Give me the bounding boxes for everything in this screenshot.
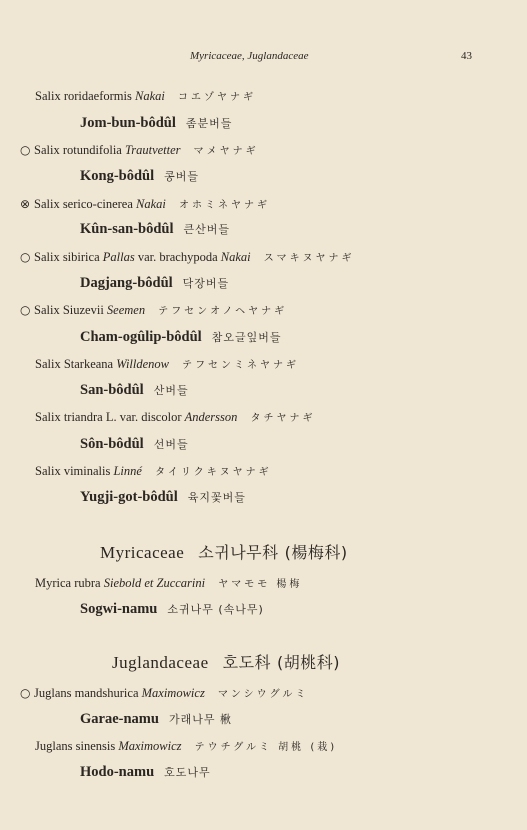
family-latin: Myricaceae bbox=[100, 543, 185, 562]
species-author: Maximowicz bbox=[118, 739, 182, 753]
korean-name-line bbox=[80, 221, 230, 238]
romanized-name: Yugji-got-bôdûl bbox=[80, 489, 178, 505]
family-heading bbox=[100, 540, 348, 563]
hangul-name: 참오글잎버들 bbox=[211, 331, 282, 344]
circle-mark-icon: ○ bbox=[20, 143, 31, 157]
korean-name-line bbox=[80, 329, 281, 346]
hangul-name: 소귀나무 (속나무) bbox=[167, 603, 264, 616]
species-name: Salix Siuzevii bbox=[34, 303, 104, 317]
species-line bbox=[20, 142, 259, 158]
family-cjk: (胡桃科) bbox=[277, 653, 341, 672]
page-header bbox=[0, 50, 527, 70]
species-line bbox=[35, 409, 316, 425]
japanese-name: テウチグルミ 胡桃 (栽) bbox=[194, 742, 338, 753]
romanized-name: Garae-namu bbox=[80, 711, 159, 727]
korean-name-line bbox=[80, 115, 232, 132]
species-line bbox=[35, 463, 272, 479]
species-name: Salix viminalis bbox=[35, 464, 111, 478]
hangul-name: 콩버들 bbox=[164, 170, 200, 183]
korean-name-line bbox=[80, 382, 189, 399]
korean-name-line bbox=[80, 275, 229, 292]
hangul-name: 선버들 bbox=[153, 438, 189, 451]
japanese-name: スマキヌヤナギ bbox=[263, 253, 355, 264]
species-name: Salix triandra L. bbox=[35, 410, 117, 424]
species-author: Siebold et Zuccarini bbox=[103, 576, 206, 590]
japanese-name: コエゾヤナギ bbox=[177, 92, 256, 103]
circle-mark-icon: ○ bbox=[20, 250, 31, 264]
romanized-name: Sôn-bôdûl bbox=[80, 436, 144, 452]
romanized-name: San-bôdûl bbox=[80, 382, 144, 398]
korean-name-line bbox=[80, 601, 264, 618]
species-line bbox=[35, 88, 256, 104]
species-author: Trautvetter bbox=[124, 143, 181, 157]
family-hangul: 소귀나무科 bbox=[198, 543, 279, 562]
species-author: Willdenow bbox=[116, 357, 170, 371]
korean-name-line bbox=[80, 168, 199, 185]
hangul-name: 산버들 bbox=[153, 384, 189, 397]
species-line bbox=[35, 575, 302, 591]
romanized-name: Dagjang-bôdûl bbox=[80, 275, 173, 291]
romanized-name: Kûn-san-bôdûl bbox=[80, 221, 174, 237]
species-line bbox=[35, 738, 337, 754]
hangul-name: 호도나무 bbox=[164, 766, 211, 779]
species-name: Salix roridaeformis bbox=[35, 89, 132, 103]
hangul-name: 큰산버들 bbox=[183, 223, 231, 236]
circle-mark-icon: ○ bbox=[20, 686, 31, 700]
romanized-name: Jom-bun-bôdûl bbox=[80, 115, 176, 131]
variety-text: var. brachypoda bbox=[134, 250, 221, 264]
species-author: Seemen bbox=[106, 303, 146, 317]
hangul-name: 육지꽃버들 bbox=[187, 491, 246, 504]
japanese-name: オホミネヤナギ bbox=[179, 200, 271, 211]
hangul-name: 좀분버들 bbox=[185, 117, 233, 130]
romanized-name: Kong-bôdûl bbox=[80, 168, 155, 184]
species-line bbox=[35, 356, 299, 372]
species-author: Nakai bbox=[136, 197, 166, 211]
crossed-circle-mark-icon: ⊗ bbox=[20, 197, 31, 211]
running-title: Myricaceae, Juglandaceae bbox=[190, 50, 309, 62]
circle-mark-icon: ○ bbox=[20, 303, 31, 317]
family-latin: Juglandaceae bbox=[112, 653, 209, 672]
japanese-name: マンシウグルミ bbox=[217, 689, 309, 700]
species-name: Juglans sinensis bbox=[35, 739, 116, 753]
species-name: Salix rotundifolia bbox=[34, 143, 122, 157]
japanese-name: ヤマモモ 楊梅 bbox=[218, 579, 303, 590]
species-name: Myrica rubra bbox=[35, 576, 101, 590]
korean-name-line bbox=[80, 489, 246, 506]
japanese-name: マメヤナギ bbox=[193, 146, 259, 157]
romanized-name: Sogwi-namu bbox=[80, 601, 158, 617]
species-name: Salix serico-cinerea bbox=[34, 197, 133, 211]
species-author: Maximowicz bbox=[141, 686, 205, 700]
page-number: 43 bbox=[461, 50, 472, 62]
species-author: Nakai bbox=[134, 89, 165, 103]
variety-text: var. discolor bbox=[116, 410, 185, 424]
japanese-name: タチヤナギ bbox=[250, 413, 316, 424]
romanized-name: Hodo-namu bbox=[80, 764, 155, 780]
romanized-name: Cham-ogûlip-bôdûl bbox=[80, 329, 202, 345]
species-line bbox=[20, 196, 270, 212]
hangul-name: 닥장버들 bbox=[182, 277, 230, 290]
variety-author: Andersson bbox=[184, 410, 238, 424]
species-line bbox=[20, 685, 308, 701]
family-cjk: (楊梅科) bbox=[284, 543, 348, 562]
family-hangul: 호도科 bbox=[222, 653, 272, 672]
species-line bbox=[20, 302, 287, 318]
species-author: Linné bbox=[113, 464, 142, 478]
japanese-name: テフセンオノヘヤナギ bbox=[158, 306, 288, 317]
species-name: Juglans mandshurica bbox=[34, 686, 139, 700]
species-author: Pallas bbox=[102, 250, 135, 264]
species-name: Salix sibirica bbox=[34, 250, 100, 264]
family-heading bbox=[112, 650, 340, 673]
japanese-name: テフセンミネヤナギ bbox=[182, 360, 300, 371]
species-line bbox=[20, 249, 354, 265]
japanese-name: タイリクキヌヤナギ bbox=[155, 467, 272, 478]
species-name: Salix Starkeana bbox=[35, 357, 114, 371]
korean-name-line bbox=[80, 711, 232, 728]
korean-name-line bbox=[80, 764, 211, 781]
hangul-name: 가래나무 楸 bbox=[168, 713, 232, 726]
variety-author: Nakai bbox=[220, 250, 251, 264]
korean-name-line bbox=[80, 436, 189, 453]
